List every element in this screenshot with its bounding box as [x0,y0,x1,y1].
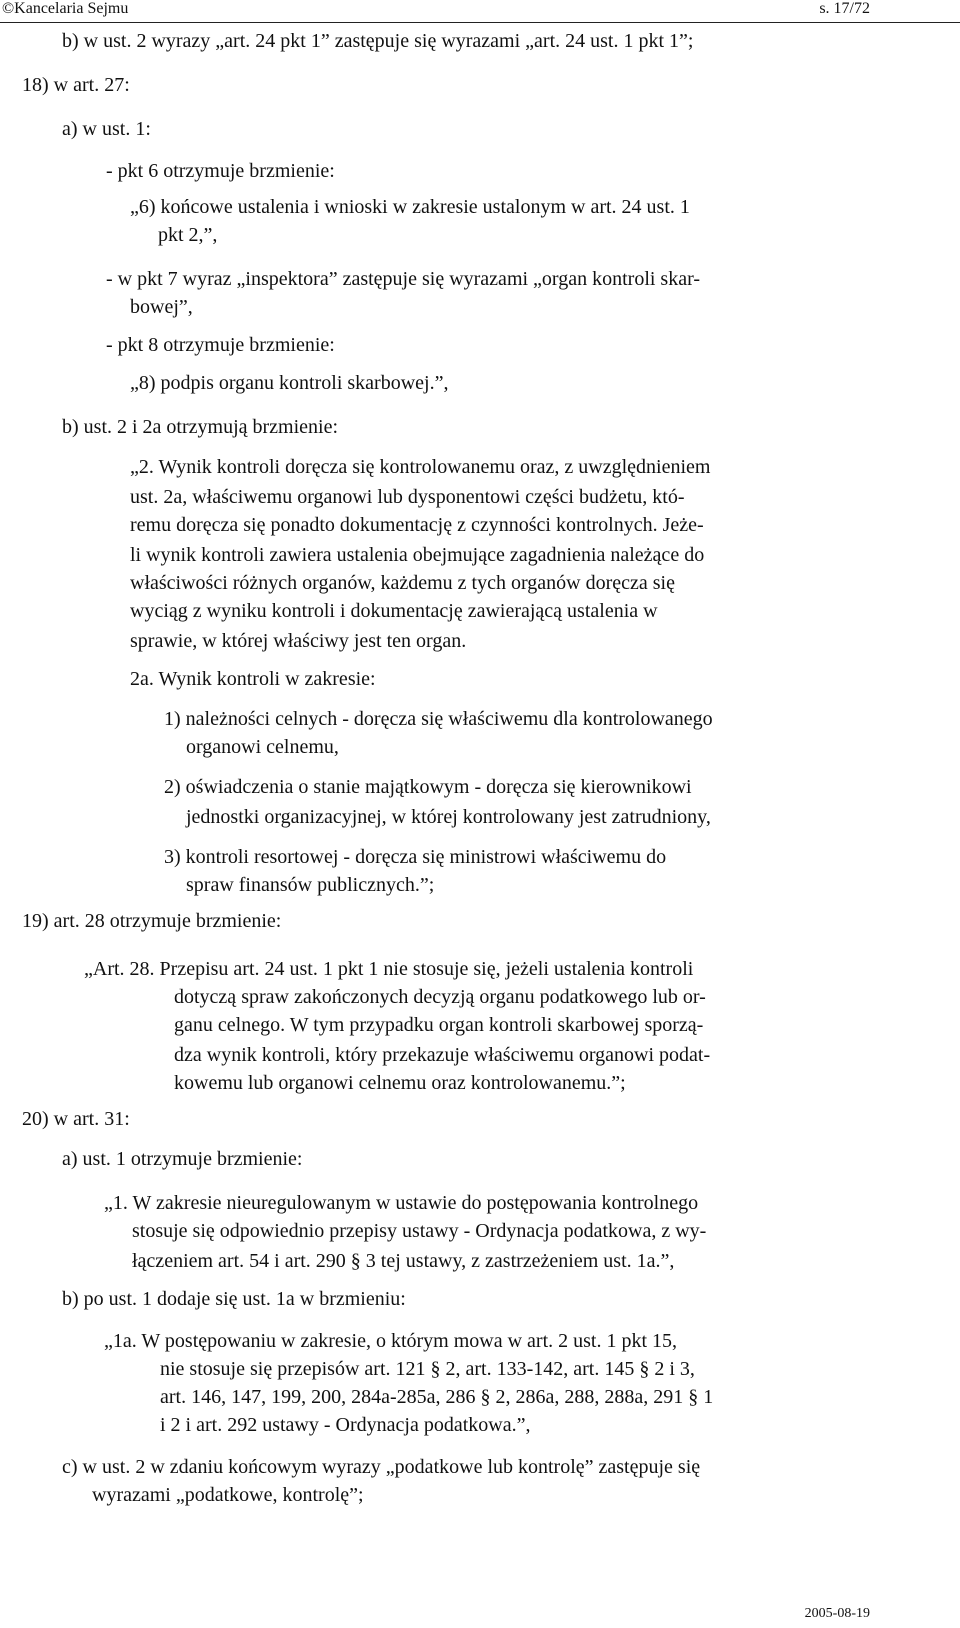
text-line: bowej”, [130,296,193,318]
text-line: wyciąg z wyniku kontroli i dokumentację zawierającą ustalenia w [130,600,658,622]
text-line: b) w ust. 2 wyrazy „art. 24 pkt 1” zastępuje się wyrazami „art. 24 ust. 1 pkt 1”; [62,30,694,52]
text-line: wyrazami „podatkowe, kontrolę”; [92,1484,364,1506]
text-line: - pkt 8 otrzymuje brzmienie: [106,334,335,356]
text-line: ust. 2a, właściwemu organowi lub dysponentowi części budżetu, któ- [130,486,685,508]
text-line: 1) należności celnych - doręcza się właściwemu dla kontrolowanego [164,708,713,730]
footer-date: 2005-08-19 [804,1606,870,1621]
text-line: 19) art. 28 otrzymuje brzmienie: [22,910,282,932]
text-line: li wynik kontroli zawiera ustalenia obejmujące zagadnienia należące do [130,544,705,566]
text-line: i 2 i art. 292 ustawy - Ordynacja podatkowa.”, [160,1414,531,1436]
text-line: „1a. W postępowaniu w zakresie, o którym mowa w art. 2 ust. 1 pkt 15, [104,1330,678,1352]
text-line: kowemu lub organowi celnemu oraz kontrolowanemu.”; [174,1072,626,1094]
text-line: ganu celnego. W tym przypadku organ kontroli skarbowej sporzą- [174,1014,704,1036]
text-line: 18) w art. 27: [22,74,130,96]
text-line: b) po ust. 1 dodaje się ust. 1a w brzmieniu: [62,1288,406,1310]
text-line: jednostki organizacyjnej, w której kontrolowany jest zatrudniony, [186,806,711,828]
page-header [0,0,960,23]
text-line: a) w ust. 1: [62,118,151,140]
text-line: organowi celnemu, [186,736,339,758]
text-line: - w pkt 7 wyraz „inspektora” zastępuje się wyrazami „organ kontroli skar- [106,268,701,290]
header-page-number: s. 17/72 [819,0,870,17]
text-line: spraw finansów publicznych.”; [186,874,435,896]
text-line: pkt 2,”, [158,224,218,246]
text-line: 2) oświadczenia o stanie majątkowym - doręcza się kierownikowi [164,776,692,798]
text-line: - pkt 6 otrzymuje brzmienie: [106,160,335,182]
text-line: „6) końcowe ustalenia i wnioski w zakresie ustalonym w art. 24 ust. 1 [130,196,690,218]
text-line: 2a. Wynik kontroli w zakresie: [130,668,376,690]
text-line: a) ust. 1 otrzymuje brzmienie: [62,1148,303,1170]
text-line: „8) podpis organu kontroli skarbowej.”, [130,372,449,394]
text-line: łączeniem art. 54 i art. 290 § 3 tej ustawy, z zastrzeżeniem ust. 1a.”, [132,1250,675,1272]
text-line: dza wynik kontroli, który przekazuje właściwemu organowi podat- [174,1044,711,1066]
text-line: dotyczą spraw zakończonych decyzją organu podatkowego lub or- [174,986,706,1008]
text-line: 20) w art. 31: [22,1108,130,1130]
text-line: „Art. 28. Przepisu art. 24 ust. 1 pkt 1 nie stosuje się, jeżeli ustalenia kontroli [84,958,694,980]
text-line: 3) kontroli resortowej - doręcza się ministrowi właściwemu do [164,846,667,868]
text-line: sprawie, w której właściwy jest ten organ. [130,630,467,652]
text-line: art. 146, 147, 199, 200, 284a-285a, 286 § 2, 286a, 288, 288a, 291 § 1 [160,1386,714,1408]
text-line: b) ust. 2 i 2a otrzymują brzmienie: [62,416,339,438]
text-line: remu doręcza się ponadto dokumentację z czynności kontrolnych. Jeże- [130,514,704,536]
text-line: c) w ust. 2 w zdaniu końcowym wyrazy „podatkowe lub kontrolę” zastępuje się [62,1456,701,1478]
text-line: stosuje się odpowiednio przepisy ustawy - Ordynacja podatkowa, z wy- [132,1220,707,1242]
text-line: nie stosuje się przepisów art. 121 § 2, art. 133-142, art. 145 § 2 i 3, [160,1358,695,1380]
text-line: „1. W zakresie nieuregulowanym w ustawie do postępowania kontrolnego [104,1192,699,1214]
header-source: ©Kancelaria Sejmu [2,0,129,17]
text-line: właściwości różnych organów, każdemu z tych organów doręcza się [130,572,675,594]
text-line: „2. Wynik kontroli doręcza się kontrolowanemu oraz, z uwzględnieniem [130,456,711,478]
